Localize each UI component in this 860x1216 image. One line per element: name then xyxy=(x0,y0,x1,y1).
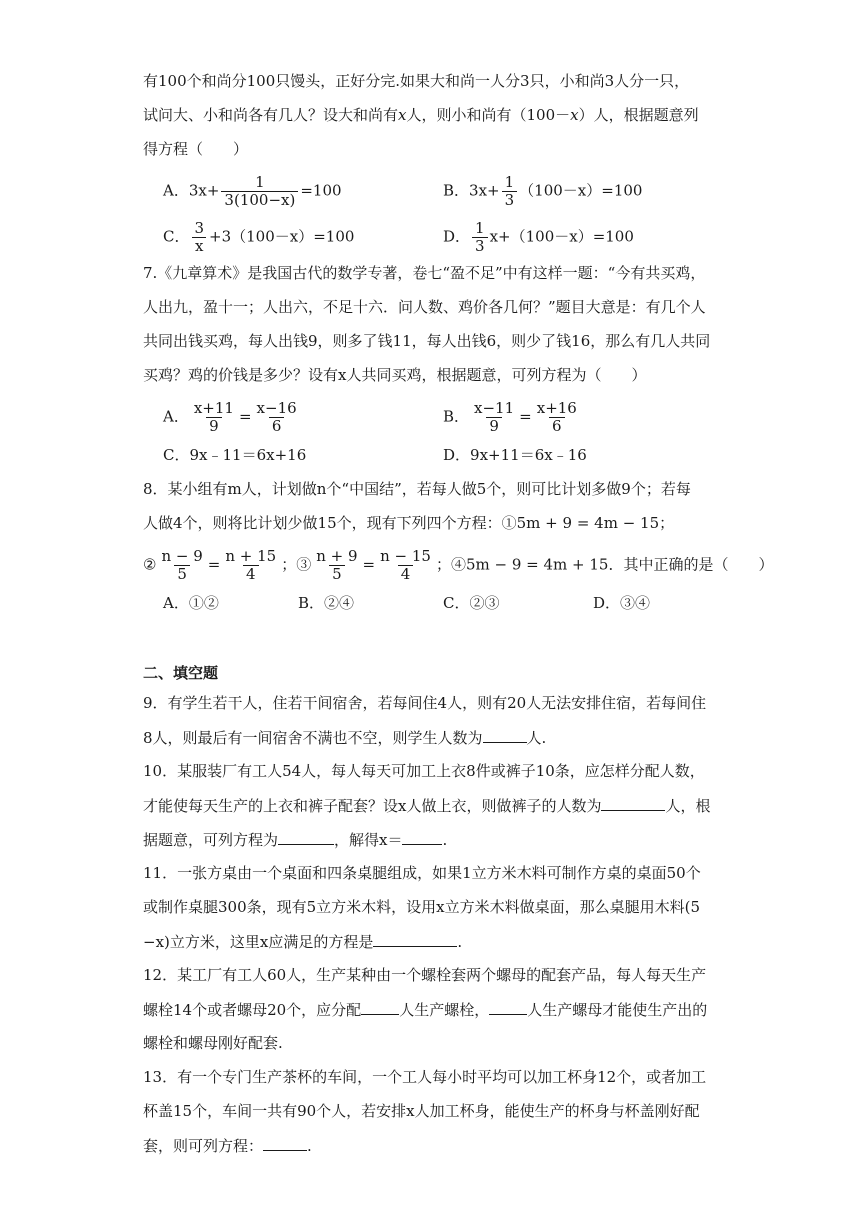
section-fill-in-heading: 二、填空题 xyxy=(143,664,219,682)
q6-option-c-numerator: 3 xyxy=(194,219,205,237)
q7-option-a-fraction-right xyxy=(254,400,300,435)
q12-line-1: 12．某工厂有工人60人，生产某种由一个螺栓套两个螺母的配套产品，每人每天生产 xyxy=(143,966,707,984)
q8-option-c[interactable]: C．②③ xyxy=(443,594,500,612)
q13-line-1: 13．有一个专门生产茶杯的车间，一个工人每小时平均可以加工杯身12个，或者加工 xyxy=(143,1068,707,1086)
q7-option-a-label: A． xyxy=(163,407,189,426)
q7-option-b-numerator-right: x+16 xyxy=(536,399,577,417)
q7-option-b-denominator-left: 9 xyxy=(486,417,502,435)
q7-option-b-label: B． xyxy=(443,407,470,426)
q9-line-2b: 人. xyxy=(526,729,547,747)
q13-line-2: 杯盖15个，车间一共有90个人，若安排x人加工杯身，能使生产的杯身与杯盖刚好配 xyxy=(143,1102,700,1120)
q9-answer-blank[interactable] xyxy=(483,726,527,743)
q7-option-a-numerator-right: x−16 xyxy=(256,399,297,417)
q10-answer-blank-2[interactable] xyxy=(278,828,334,845)
q6-option-d-post: x+（100－x）=100 xyxy=(489,227,634,246)
q6-line-2c: ）人，根据题意列 xyxy=(578,106,699,124)
q7-option-a-denominator-right: 6 xyxy=(269,417,285,435)
q8-eq3-numerator-right: n − 15 xyxy=(380,547,431,565)
q8-line-1: 8．某小组有m人，计划做n个“中国结”，若每人做5个，则可比计划多做9个；若每 xyxy=(143,480,691,498)
q6-option-b-denominator: 3 xyxy=(502,191,518,209)
q12-line-2a: 螺栓14个或者螺母20个，应分配 xyxy=(143,1001,362,1019)
q8-eq2-equals: = xyxy=(207,555,221,574)
q7-option-b-fraction-right xyxy=(534,400,580,435)
q8-eq3-denominator-right: 4 xyxy=(398,565,414,583)
q7-option-b-equals: = xyxy=(519,407,532,426)
q6-line-3: 得方程（ ） xyxy=(143,140,249,158)
q6-option-a-fraction xyxy=(221,174,298,209)
q7-option-c-text: 9x﹣11＝6x+16 xyxy=(189,446,307,464)
q6-option-a-denominator: 3(100−x) xyxy=(221,191,298,209)
q6-option-c[interactable] xyxy=(163,220,354,255)
q7-option-c-label: C． xyxy=(163,446,190,464)
q6-option-a-numerator: 1 xyxy=(255,173,265,191)
q8-circled-2: ② xyxy=(143,555,157,574)
q6-option-b-pre: 3x+ xyxy=(469,181,500,200)
q11-line-3b: . xyxy=(457,933,463,951)
q8-line-2: 人做4个，则将比计划少做15个，现有下列四个方程：①5m + 9 = 4m − 15； xyxy=(143,514,675,532)
q13-answer-blank[interactable] xyxy=(263,1134,307,1151)
q7-option-a-denominator-left: 9 xyxy=(206,417,222,435)
q7-option-b[interactable] xyxy=(443,400,582,435)
q10-line-3a: 据题意，可列方程为 xyxy=(143,831,279,849)
q8-option-d[interactable]: D．③④ xyxy=(593,594,651,612)
q6-line-2b: 人，则小和尚有（100－ xyxy=(406,106,571,124)
q8-eq3-numerator-left: n + 9 xyxy=(316,547,358,565)
q7-option-b-numerator-left: x−11 xyxy=(474,399,515,417)
q6-option-c-fraction xyxy=(191,220,207,255)
q10-line-3 xyxy=(143,828,447,851)
q7-option-d-label: D． xyxy=(443,446,471,464)
q6-option-d-denominator: 3 xyxy=(472,237,488,255)
q8-option-a[interactable]: A．①② xyxy=(163,594,219,612)
q6-line-2a: 试问大、小和尚各有几人？设大和尚有 xyxy=(143,106,399,124)
q6-var-x-2: x xyxy=(570,106,579,124)
q9-line-2a: 8人，则最后有一间宿舍不满也不空，则学生人数为 xyxy=(143,729,483,747)
q11-line-3a: −x)立方米，这里x应满足的方程是 xyxy=(143,933,374,951)
q8-circled-3: ；③ xyxy=(281,555,312,574)
q12-line-2c: 人生产螺母才能使生产出的 xyxy=(527,1001,708,1019)
q11-answer-blank[interactable] xyxy=(373,930,457,947)
q7-line-3: 共同出钱买鸡，每人出钱9，则多了钱11，每人出钱6，则少了钱16，那么有几人共同 xyxy=(143,332,711,350)
q11-line-2: 或制作桌腿300条，现有5立方米木料，设用x立方米木料做桌面，那么桌腿用木料(5 xyxy=(143,898,701,916)
q13-line-3b: . xyxy=(307,1137,312,1155)
q8-eq3-equals: = xyxy=(362,555,376,574)
q7-line-2: 人出九，盈十一；人出六，不足十六．问人数、鸡价各几何？”题目大意是：有几个人 xyxy=(143,298,706,316)
q10-line-2b: 人，根 xyxy=(665,797,711,815)
q10-line-2 xyxy=(143,794,710,817)
q6-option-b[interactable] xyxy=(443,174,642,209)
q6-option-d-label: D． xyxy=(443,227,471,246)
q10-line-3b: ，解得x＝ xyxy=(334,831,403,849)
q6-var-x: x xyxy=(398,106,407,124)
q6-line-1: 有100个和尚分100只馒头，正好分完.如果大和尚一人分3只，小和尚3人分一只， xyxy=(143,72,690,90)
q12-answer-blank-1[interactable] xyxy=(361,998,399,1015)
q7-option-a[interactable] xyxy=(163,400,302,435)
q7-option-d[interactable] xyxy=(443,444,587,466)
q7-option-a-fraction-left xyxy=(191,400,237,435)
q6-option-d[interactable] xyxy=(443,220,634,255)
q6-option-a-label: A． xyxy=(163,181,189,200)
q8-circled-4-text: ；④5m − 9 = 4m + 15．其中正确的是（ ） xyxy=(435,555,774,574)
q8-eq2-fraction-right xyxy=(222,548,279,583)
q10-line-3c: . xyxy=(442,831,448,849)
q13-line-3a: 套，则可列方程： xyxy=(143,1137,264,1155)
q6-option-c-denominator: x xyxy=(192,237,206,255)
q8-option-b[interactable]: B．②④ xyxy=(298,594,355,612)
q9-line-2 xyxy=(143,726,546,749)
q9-line-1: 9．有学生若干人，住若干间宿舍，若每间住4人，则有20人无法安排住宿，若每间住 xyxy=(143,694,707,712)
q10-line-1: 10．某服装厂有工人54人，每人每天可加工上衣8件或裤子10条，应怎样分配人数， xyxy=(143,762,705,780)
q7-option-b-denominator-right: 6 xyxy=(549,417,565,435)
q10-answer-blank-1[interactable] xyxy=(601,794,665,811)
q7-option-a-equals: = xyxy=(238,407,252,426)
q12-answer-blank-2[interactable] xyxy=(489,998,527,1015)
q7-option-c[interactable] xyxy=(163,444,306,466)
q6-option-b-fraction xyxy=(502,174,518,209)
q8-eq2-denominator-right: 4 xyxy=(243,565,259,583)
q8-eq2-numerator-right: n + 15 xyxy=(225,547,277,565)
q6-option-b-numerator: 1 xyxy=(504,173,515,191)
q6-option-a-pre: 3x+ xyxy=(188,181,220,200)
q6-option-b-post: （100－x）=100 xyxy=(519,181,643,200)
q8-eq3-denominator-left: 5 xyxy=(329,565,345,583)
q7-line-1: 7.《九章算术》是我国古代的数学专著，卷七“盈不足”中有这样一题：“今有共买鸡， xyxy=(143,264,706,282)
q6-option-b-label: B． xyxy=(443,181,470,200)
q6-option-c-post: +3（100－x）=100 xyxy=(209,227,355,246)
q12-line-3: 螺栓和螺母刚好配套. xyxy=(143,1034,283,1052)
q10-line-2a: 才能使每天生产的上衣和裤子配套？设x人做上衣，则做裤子的人数为 xyxy=(143,797,602,815)
q6-option-a-post: =100 xyxy=(300,181,342,200)
q7-option-b-fraction-left xyxy=(471,400,517,435)
q6-line-2 xyxy=(143,104,699,126)
q6-option-d-fraction xyxy=(472,220,488,255)
q11-line-1: 11．一张方桌由一个桌面和四条桌腿组成，如果1立方米木料可制作方桌的桌面50个 xyxy=(143,864,701,882)
q10-answer-blank-3[interactable] xyxy=(402,828,442,845)
q6-option-a[interactable] xyxy=(163,174,342,209)
q7-option-d-text: 9x+11＝6x﹣16 xyxy=(470,446,587,464)
q7-line-4: 买鸡？鸡的价钱是多少？设有x人共同买鸡，根据题意，可列方程为（ ） xyxy=(143,366,647,384)
q12-line-2 xyxy=(143,998,707,1021)
q8-eq2-denominator-left: 5 xyxy=(174,565,190,583)
q7-option-a-numerator-left: x+11 xyxy=(193,399,234,417)
q11-line-3 xyxy=(143,930,462,953)
q6-option-d-numerator: 1 xyxy=(475,219,485,237)
q8-eq3-fraction-left xyxy=(313,548,360,583)
q8-eq2-numerator-left: n − 9 xyxy=(161,547,203,565)
q6-option-c-label: C． xyxy=(163,227,190,246)
q8-eq3-fraction-right xyxy=(377,548,434,583)
q8-line-3 xyxy=(143,548,773,583)
q12-line-2b: 人生产螺栓， xyxy=(399,1001,490,1019)
q8-eq2-fraction-left xyxy=(158,548,205,583)
q13-line-3 xyxy=(143,1134,312,1157)
